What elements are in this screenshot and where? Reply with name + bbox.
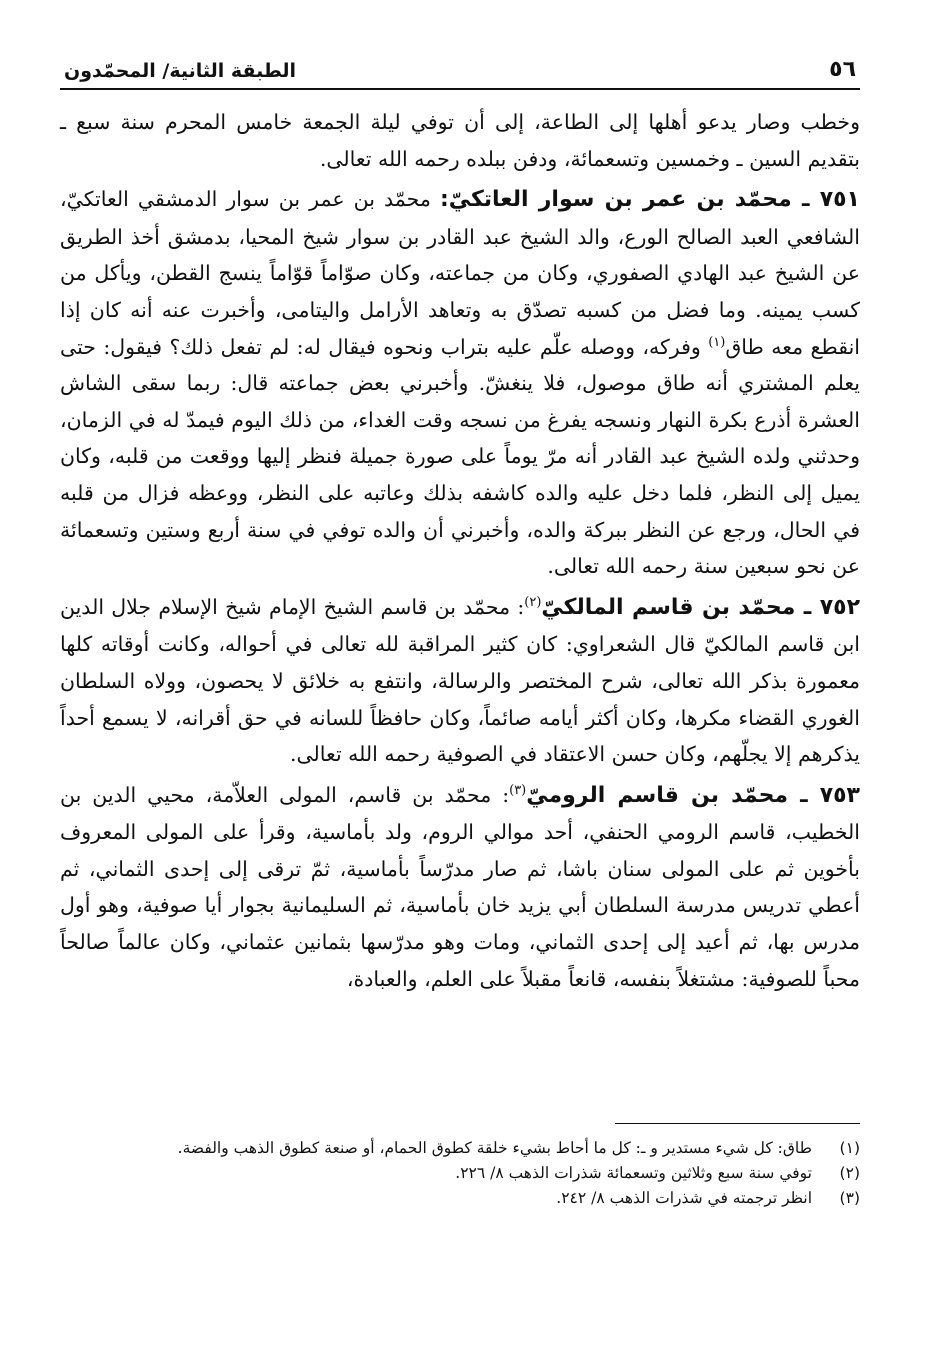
page-header — [60, 48, 860, 82]
entry-751-body-continued: وفركه، ووصله علّم عليه بتراب ونحوه فيقال له: لم تفعل ذلك؟ فيقول: حتى يعلم المشتري أنه طاق موصول، فلا ينغشّ. وأخبرني بعض جماعته قال: ربما سقى الشاش العشرة أذرع بكرة النهار ونسجه يفرغ من نسجه وقت الغداء، من ذلك اليوم فيمدّ له في الزمان، وحدثني ولده الشيخ عبد القادر أنه مرّ يوماً على صورة جميلة فنظر إليها ووقعت من قلبه، وكان يميل إلى النظر، فلما دخل عليه والده كاشفه بذلك وعاتبه على النظر، ووعظه فزال من قلبه في الحال، ورجع عن النظر ببركة والده، وأخبرني أن والده توفي في سنة أربع وستين وتسعمائة عن نحو سبعين سنة رحمه الله تعالى. — [60, 334, 860, 579]
footnote-number: (٢) — [839, 1164, 860, 1182]
entry-752 — [60, 589, 860, 773]
main-text — [60, 104, 860, 997]
entry-751-body: محمّد بن عمر بن سوار الدمشقي العاتكيّ، الشافعي العبد الصالح الورع، والد الشيخ عبد القادر بن سوار شيخ المحيا، بدمشق أخذ الطريق عن الشيخ عبد الهادي الصفوري، وكان من جماعته، وكان صوّاماً قوّاماً ينسج القطن، ويأكل من كسب يمينه. وما فضل من كسبه تصدّق به وتعاهد الأرامل واليتامى، وأخبرت عنه أنه كان إذا انقطع معه طاق — [60, 187, 860, 359]
footnote-text: توفي سنة سبع وثلاثين وتسعمائة شذرات الذهب ٨/ ٢٢٦. — [455, 1164, 812, 1182]
footnote-1 — [60, 1136, 860, 1161]
entry-751-title: ٧٥١ ـ محمّد بن عمر بن سوار العاتكيّ: — [439, 187, 860, 213]
page-number: ٥٦ — [829, 57, 856, 82]
footnote-ref-1[interactable]: (١) — [708, 334, 726, 350]
running-head: الطبقة الثانية/ المحمّدون — [64, 60, 297, 82]
footnote-ref-3[interactable]: (٣) — [509, 782, 527, 798]
entry-752-title: ٧٥٢ ـ محمّد بن قاسم المالكيّ — [541, 594, 861, 620]
footnote-2 — [60, 1161, 860, 1186]
footnote-3 — [60, 1186, 860, 1211]
entry-752-body: : محمّد بن قاسم الشيخ الإمام شيخ الإسلام جلال الدين ابن قاسم المالكيّ قال الشعراوي: كان كثير المراقبة لله تعالى في أحواله، وكانت أوقاته كلها معمورة بذكر الله تعالى، شرح المختصر والرسالة، وانتفع به خلائق لا يحصون، وولاه السلطان الغوري القضاء مكرها، وكان أكثر أيامه صائماً، وكان حافظاً للسانه في حق أقرانه، لا يسمع أحداً يذكرهم إلا يجلّهم، وكان حسن الاعتقاد في الصوفية رحمه الله تعالى. — [60, 594, 860, 767]
entry-753-body: : محمّد بن قاسم، المولى العلاّمة، محيي الدين بن الخطيب، قاسم الرومي الحنفي، أحد موالي الروم، ولد بأماسية، وقرأ على المولى المعروف بأخوين ثم على المولى سنان باشا، ثم صار مدرّساً بأماسية، ثمّ ترقى إلى إحدى الثماني، ثم أعطي تدريس مدرسة السلطان أبي يزيد خان بأماسية، ثم السليمانية بجوار أيا صوفية، وهو أول مدرس بها، ثم أعيد إلى إحدى الثماني، ومات وهو مدرّسها بثمانين عثماني، وكان عالماً صالحاً محباً للصوفية: مشتغلاً بنفسه، قانعاً مقبلاً على العلم، والعبادة، — [60, 782, 860, 991]
footnotes — [60, 1123, 860, 1211]
page — [60, 48, 860, 1001]
opening-paragraph: وخطب وصار يدعو أهلها إلى الطاعة، إلى أن توفي ليلة الجمعة خامس المحرم سنة سبع ـ بتقديم السين ـ وخمسين وتسعمائة، ودفن ببلده رحمه الله تعالى. — [60, 110, 860, 171]
header-rule — [60, 88, 860, 90]
footnote-number: (٣) — [839, 1189, 860, 1207]
footnote-rule — [615, 1123, 860, 1124]
entry-751 — [60, 181, 860, 585]
footnote-number: (١) — [839, 1139, 860, 1157]
entry-753 — [60, 777, 860, 998]
entry-753-title: ٧٥٣ ـ محمّد بن قاسم الروميّ — [526, 782, 860, 808]
footnote-text: انظر ترجمته في شذرات الذهب ٨/ ٢٤٢. — [556, 1189, 812, 1207]
footnote-ref-2[interactable]: (٢) — [524, 594, 542, 610]
footnote-text: طاق: كل شيء مستدير و ـ: كل ما أحاط بشيء خلقة كطوق الحمام، أو صنعة كطوق الذهب والفضة. — [177, 1139, 812, 1157]
